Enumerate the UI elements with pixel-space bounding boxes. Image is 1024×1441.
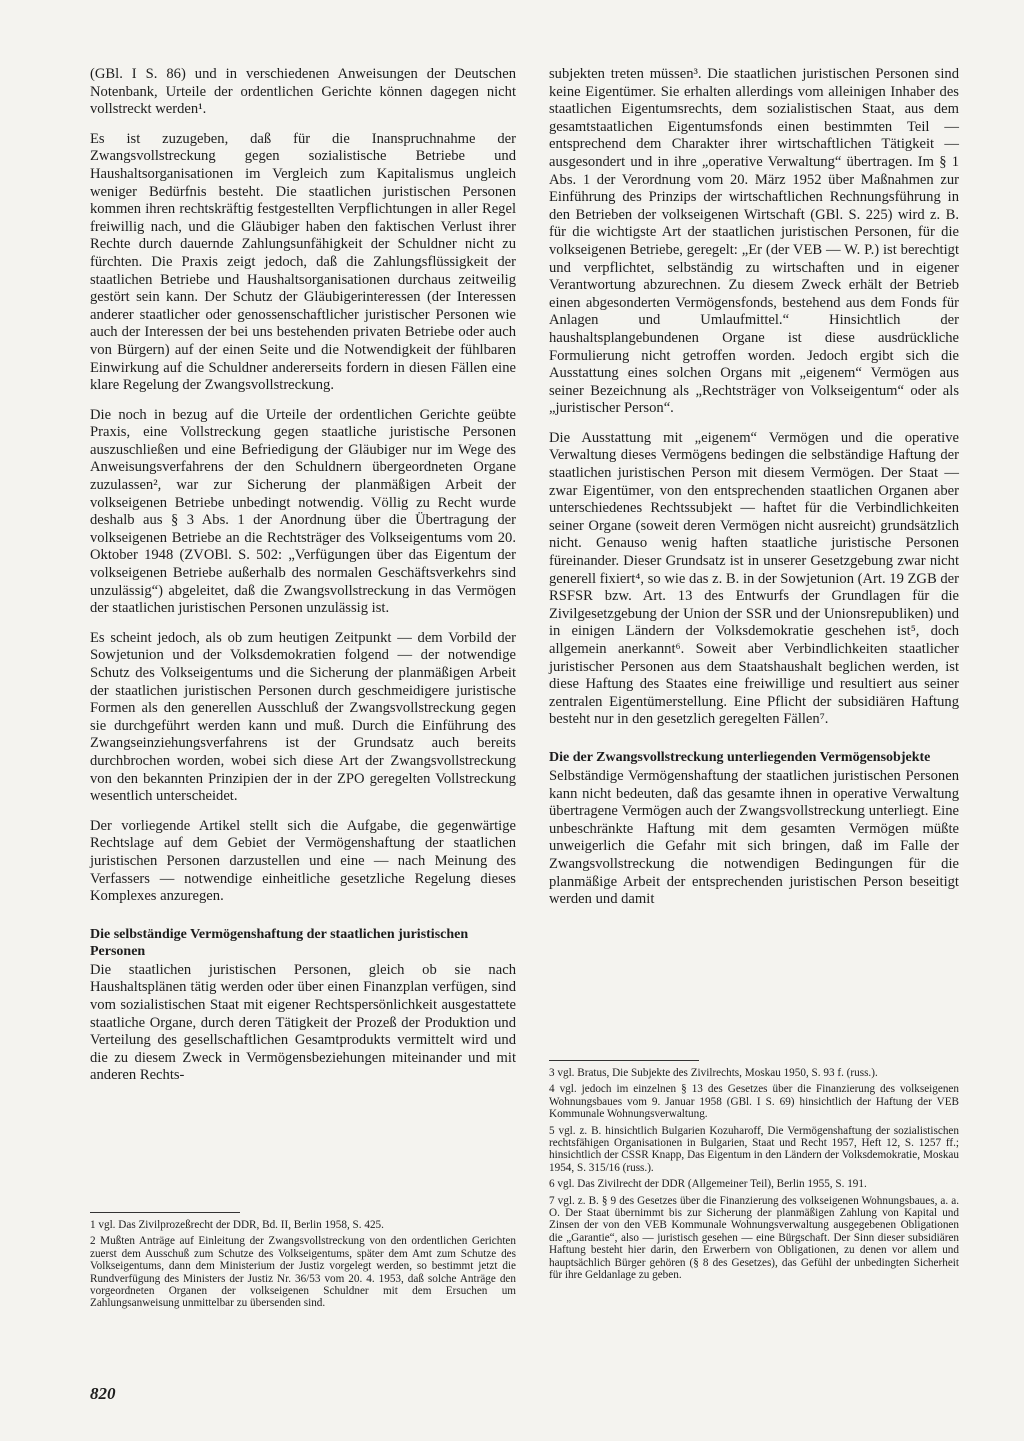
paragraph: subjekten treten müssen³. Die staatlichen juristischen Personen sind keine Eigentümer. Sie erhalten allerdings vom alleinigen Inhaber des staatlichen Eigentumsrechts, dem sozialistischen Staat, aus dem gesamtstaatlichen Eigentumsfonds einen bestimmten Teil — entsprechend dem Charakter ihrer wirtschaftlichen Tätigkeit — ausgesondert und in ihre „operative Verwaltung“ übertragen. Im § 1 Abs. 1 der Verordnung vom 20. März 1952 über Maßnahmen zur Einführung des Prinzips der wirtschaftlichen Rechnungsführung in den Betrieben der volkseigenen Wirtschaft (GBl. S. 225) wird z. B. für die wichtigste Art der staatlichen juristischen Personen, für die volkseigenen Betriebe, geregelt: „Er (der VEB — W. P.) ist berechtigt und verpflichtet, selbständig zu wirtschaften und in eigener Verantwortung abzurechnen. Zu diesem Zweck erhält der Betrieb einen abgesonderten Vermögensfonds, bestehend aus dem Fonds für Anlagen und Umlaufmittel.“ Hinsichtlich der haushaltsplangebundenen Organe ist diese ausdrückliche Formulierung nicht getroffen worden. Jedoch ergibt sich die Ausstattung eines solchen Organs mit „eigenem“ Vermögen aus seiner Bezeichnung als „Rechtsträger von Volkseigentum“ oder als „juristischer Person“. — [549, 66, 959, 417]
paragraph: Die staatlichen juristischen Personen, gleich ob sie nach Haushaltsplänen tätig werden oder über einen Finanzplan verfügen, sind vom sozialistischen Staat mit eigener Rechtspersönlichkeit ausgestattete staatliche Organe, durch deren Tätigkeit der Prozeß der Produktion und Verteilung des gesellschaftlichen Gesamtprodukts vermittelt wird und die zu diesem Zweck in Vermögensbeziehungen miteinander und mit anderen Rechts- — [90, 961, 516, 1084]
paragraph: Die Ausstattung mit „eigenem“ Vermögen und die operative Verwaltung dieses Vermögens bedingen die selbständige Haftung der staatlichen juristischen Person mit diesem Vermögen. Der Staat — zwar Eigentümer, von den entsprechenden staatlichen Organen aber unterschiedenes Rechtssubjekt — haftet für die Verbindlichkeiten seiner Organe (soweit deren Vermögen nicht ausreicht) grundsätzlich nicht. Genauso wenig haften staatliche juristische Personen füreinander. Dieser Grundsatz ist in unserer Gesetzgebung zwar nicht generell fixiert⁴, so wie das z. B. in der Sowjetunion (Art. 19 ZGB der RSFSR bzw. Art. 13 des Entwurfs der Grundlagen für die Zivilgesetzgebung der Union der SSR und der Unionsrepubliken) und in einigen Ländern der Volksdemokratie geschehen ist⁵, doch allgemein anerkannt⁶. Soweit aber Verbindlichkeiten staatlicher juristischer Personen aus dem Staatshaushalt beglichen werden, ist diese Haftung des Staates eine freiwillige und resultiert aus seiner zentralen Eigentümerstellung. Eine Pflicht der subsidiären Haftung besteht nur in den gesetzlich geregelten Fällen⁷. — [549, 429, 959, 728]
page-number: 820 — [90, 1384, 116, 1403]
left-column — [90, 66, 516, 1097]
footnote-rule — [90, 1212, 240, 1213]
footnote: 5 vgl. z. B. hinsichtlich Bulgarien Kozuharoff, Die Vermögenshaftung der sozialistischen rechtsfähigen Organisationen in Bulgarien, Staat und Recht 1957, Heft 12, S. 1257 ff.; hinsichtlich der CSSR Knapp, Das Eigentum in den Ländern der Volksdemokratie, Moskau 1954, S. 315/16 (russ.). — [549, 1124, 959, 1174]
section-heading: Die selbständige Vermögenshaftung der staatlichen juristischen Personen — [90, 926, 469, 959]
paragraph: Die noch in bezug auf die Urteile der ordentlichen Gerichte geübte Praxis, eine Vollstreckung gegen staatliche juristische Personen auszuschließen und eine Befriedigung der Gläubiger nur im Wege des Anweisungsverfahrens der den Schuldnern übergeordneten Organe zuzulassen², war zur Sicherung der planmäßigen Arbeit der volkseigenen Betriebe unbedingt notwendig. Völlig zu Recht wurde deshalb aus § 3 Abs. 1 der Anordnung über die Übertragung der volkseigenen Betriebe an die Rechtsträger des Volkseigentums vom 20. Oktober 1948 (ZVOBl. S. 502: „Verfügungen über das Eigentum der volkseigenen Betriebe außerhalb des normalen Geschäftsverkehrs sind unzulässig“) abgeleitet, daß die Zwangsvollstreckung in das Vermögen der staatlichen juristischen Personen unzulässig ist. — [90, 406, 516, 617]
footnote-rule — [549, 1060, 699, 1061]
footnote: 3 vgl. Bratus, Die Subjekte des Zivilrechts, Moskau 1950, S. 93 f. (russ.). — [549, 1067, 878, 1079]
paragraph: (GBl. I S. 86) und in verschiedenen Anweisungen der Deutschen Notenbank, Urteile der ordentlichen Gerichte können dagegen nicht vollstreckt werden¹. — [90, 66, 516, 118]
paragraph: Der vorliegende Artikel stellt sich die Aufgabe, die gegenwärtige Rechtslage auf dem Gebiet der Vermögenshaftung der staatlichen juristischen Personen darzustellen und eine — nach Meinung des Verfassers — notwendige einheitliche gesetzliche Regelung dieses Komplexes anzuregen. — [90, 817, 516, 905]
footnote: 2 Mußten Anträge auf Einleitung der Zwangsvollstreckung von den ordentlichen Gerichten zuerst dem Ausschuß zum Schutze des Volkseigentums, später dem Amt zum Schutze des Volkseigentums, dann dem Ministerium der Justiz vorgelegt werden, so bestimmt jetzt die Rundverfügung des Ministers der Justiz Nr. 36/53 vom 20. 4. 1953, daß solche Anträge den vorgeordneten Organen der volkseigenen Schuldner mit dem Ersuchen um Zahlungsanweisung unmittelbar zu übersenden sind. — [90, 1235, 516, 1310]
footnote: 7 vgl. z. B. § 9 des Gesetzes über die Finanzierung des volkseigenen Wohnungsbaues, a. a. O. Der Staat übernimmt bis zur Sicherung der planmäßigen Zahlung von Kapital und Zinsen der von den VEB Kommunale Wohnungsverwaltung ausgegebenen Obligationen die „Garantie“, also — juristisch gesehen — eine Bürgschaft. Der Sinn dieser subsidiären Haftung besteht hier darin, den Erwerbern von Obligationen, zu denen vor allem und hauptsächlich Bürger gehören (§ 8 des Gesetzes), das Gefühl der unbedingten Sicherheit für ihre Geldanlage zu geben. — [549, 1194, 959, 1282]
footnote: 4 vgl. jedoch im einzelnen § 13 des Gesetzes über die Finanzierung des volkseigenen Wohnungsbaues vom 9. Januar 1958 (GBl. I S. 69) hinsichtlich der Haftung der VEB Kommunale Wohnungsverwaltung. — [549, 1083, 959, 1121]
paragraph: Es scheint jedoch, als ob zum heutigen Zeitpunkt — dem Vorbild der Sowjetunion und der Volksdemokratien folgend — der notwendige Schutz des Volkseigentums und die Sicherung der planmäßigen Arbeit der staatlichen juristischen Personen durch geschmeidigere juristische Formen als den generellen Ausschluß der Zwangsvollstreckung gegen sie durchgeführt werden kann und muß. Durch die Einführung des Zwangseinziehungsverfahrens ist der Grundsatz auch bereits durchbrochen worden, wobei sich diese Art der Zwangsvollstreckung von den bekannten Prinzipien der in der ZPO geregelten Vollstreckung wesentlich unterscheidet. — [90, 629, 516, 805]
right-column — [549, 66, 959, 921]
section-heading: Die der Zwangsvollstreckung unterliegenden Vermögensobjekte — [549, 749, 931, 765]
footnote: 1 vgl. Das Zivilprozeßrecht der DDR, Bd. II, Berlin 1958, S. 425. — [90, 1219, 384, 1231]
paragraph: Es ist zuzugeben, daß für die Inanspruchnahme der Zwangsvollstreckung gegen sozialistische Betriebe und Haushaltsorganisationen im Vergleich zum Kapitalismus ungleich weniger Bedürfnis besteht. Die staatlichen juristischen Personen kommen ihren rechtskräftig festgestellten Verpflichtungen in aller Regel freiwillig nach, und die Gläubiger haben den faktischen Verlust ihrer Rechte durch dauernde Zahlungsunfähigkeit der Schuldner nicht zu fürchten. Die Praxis zeigt jedoch, daß die Zahlungsflüssigkeit der staatlichen Betriebe und Haushaltsorganisationen durchaus zeitweilig gestört sein kann. Der Schutz der Gläubigerinteressen (der Interessen anderer staatlicher oder genossenschaftlicher juristischer Personen wie auch der Interessen der bei uns bestehenden privaten Betriebe oder auch von Bürgern) auf der einen Seite und die Notwendigkeit der fühlbaren Einwirkung auf die Schuldner andererseits fordern in diesen Fällen eine klare Regelung der Zwangsvollstreckung. — [90, 130, 516, 394]
footnotes-right — [549, 1060, 959, 1286]
paragraph: Selbständige Vermögenshaftung der staatlichen juristischen Personen kann nicht bedeuten, daß das gesamte ihnen in operative Verwaltung übertragene Vermögen auch der Zwangsvollstreckung unterliegt. Eine unbeschränkte Haftung mit dem gesamten Vermögen müßte unweigerlich die Gefahr mit sich bringen, daß im Falle der Zwangsvollstreckung die notwendigen Bedingungen für die planmäßige Arbeit der entsprechenden juristischen Person beseitigt werden und damit — [549, 767, 959, 908]
footnotes-left — [90, 1212, 516, 1314]
footnote: 6 vgl. Das Zivilrecht der DDR (Allgemeiner Teil), Berlin 1955, S. 191. — [549, 1178, 867, 1191]
